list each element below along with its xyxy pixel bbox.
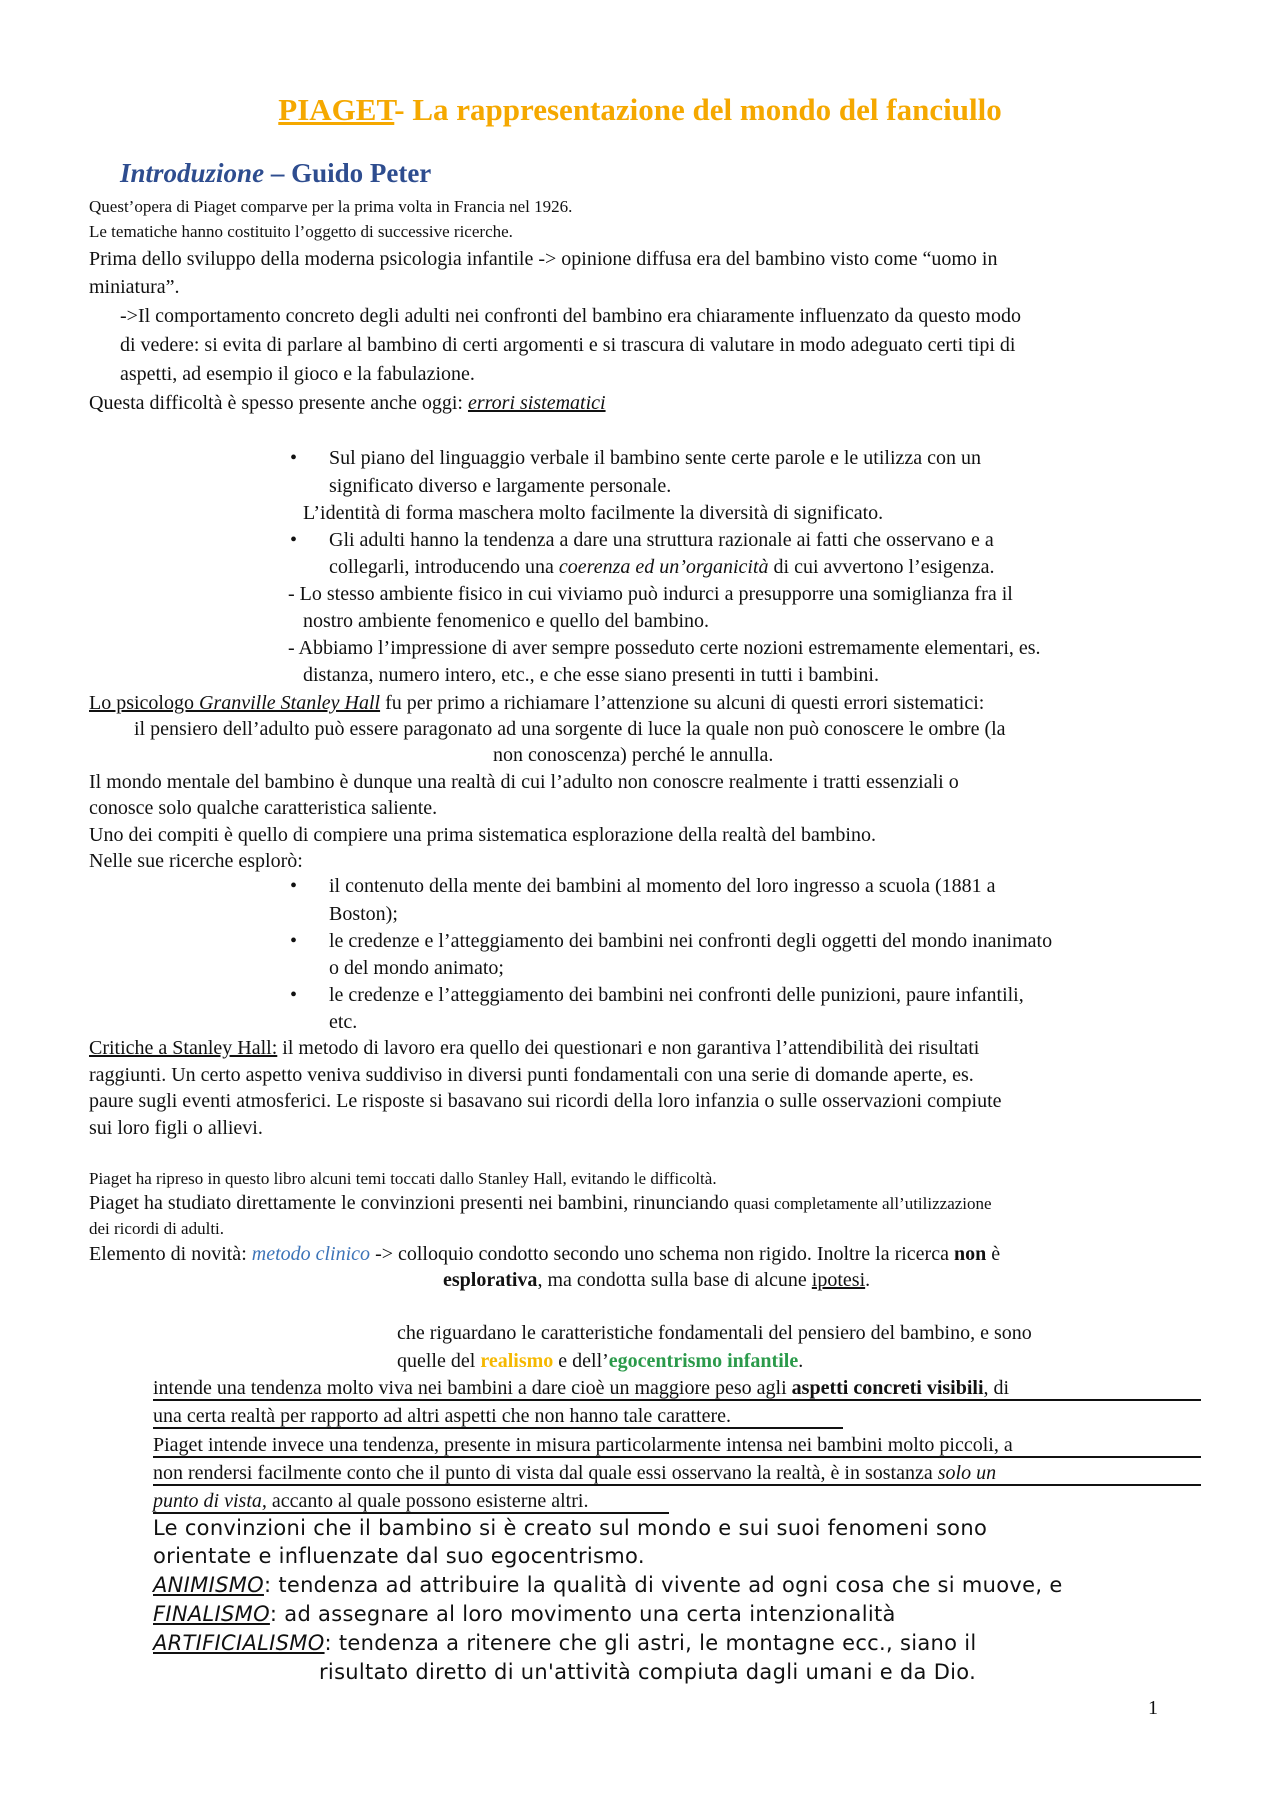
bullet-icon: • xyxy=(290,875,298,897)
text-line: etc. xyxy=(329,1011,358,1033)
text-line: orientate e influenzate dal suo egocentrismo. xyxy=(153,1544,645,1568)
text-line: aspetti, ad esempio il gioco e la fabulazione. xyxy=(120,363,475,385)
title-piaget: PIAGET xyxy=(278,92,395,127)
text-line: Le convinzioni che il bambino si è creato sul mondo e sui suoi fenomeni sono xyxy=(153,1516,988,1540)
text-span: quasi completamente all’utilizzazione xyxy=(733,1194,992,1213)
text-line: le credenze e l’atteggiamento dei bambini nei confronti degli oggetti del mondo inanimato xyxy=(329,930,1053,952)
underlined-term: ANIMISMO xyxy=(153,1573,264,1597)
text-line: Piaget intende invece una tendenza, presente in misura particolarmente intensa nei bambini molto piccoli, a xyxy=(153,1434,1013,1456)
text-line: nostro ambiente fenomenico e quello del bambino. xyxy=(303,610,709,632)
highlighted-term: metodo clinico xyxy=(251,1243,371,1265)
text-line: risultato diretto di un'attività compiuta dagli umani e da Dio. xyxy=(319,1660,977,1684)
underlined-term: Critiche a Stanley Hall: xyxy=(89,1037,278,1059)
text-span: : tendenza ad attribuire la qualità di vivente ad ogni cosa che si muove, e xyxy=(263,1573,1063,1597)
text-span: accanto al quale possono esisterne altri. xyxy=(266,1490,589,1512)
text-line: sui loro figli o allievi. xyxy=(89,1117,263,1139)
underline-rule xyxy=(153,1456,1201,1458)
highlighted-term: realismo xyxy=(480,1350,554,1372)
text-line: le credenze e l’atteggiamento dei bambini nei confronti delle punizioni, paure infantili, xyxy=(329,984,1024,1006)
text-line: Piaget ha ripreso in questo libro alcuni temi toccati dallo Stanley Hall, evitando le difficoltà. xyxy=(89,1169,717,1188)
text-line: non conoscenza) perché le annulla. xyxy=(493,744,774,766)
text-span: è xyxy=(986,1243,1001,1265)
text-line: Boston); xyxy=(329,903,398,925)
text-line: significato diverso e largamente personale. xyxy=(329,475,672,497)
text-line: conosce solo qualche caratteristica saliente. xyxy=(89,797,438,819)
text-span: . xyxy=(798,1350,804,1372)
text-line xyxy=(89,1035,979,1061)
underlined-term: errori sistematici xyxy=(467,392,606,414)
text-span: Piaget ha studiato direttamente le convinzioni presenti nei bambini, rinunciando xyxy=(89,1192,734,1214)
text-span: collegarli, introducendo una xyxy=(329,556,559,578)
text-line: paure sugli eventi atmosferici. Le risposte si basavano sui ricordi della loro infanzia o sulle osservazioni compiute xyxy=(89,1090,1002,1112)
italic-term: punto di vista, xyxy=(153,1490,267,1512)
underline-rule xyxy=(153,1399,1201,1401)
text-line: raggiunti. Un certo aspetto veniva suddiviso in diversi punti fondamentali con una serie di domande aperte, es. xyxy=(89,1064,974,1086)
text-line: L’identità di forma maschera molto facilmente la diversità di significato. xyxy=(303,502,884,524)
text-line xyxy=(443,1267,870,1293)
text-line xyxy=(397,1348,803,1374)
text-line: Quest’opera di Piaget comparve per la prima volta in Francia nel 1926. xyxy=(89,197,573,216)
highlighted-term: egocentrismo infantile xyxy=(608,1350,799,1372)
subtitle-rest: – Guido Peter xyxy=(264,158,432,188)
page-number: 1 xyxy=(1148,1697,1158,1719)
section-heading xyxy=(120,158,431,189)
text-line: Prima dello sviluppo della moderna psicologia infantile -> opinione diffusa era del bambino visto come “uomo in xyxy=(89,248,998,270)
text-span: fu per primo a richiamare l’attenzione su alcuni di questi errori sistematici: xyxy=(380,692,985,714)
text-line xyxy=(89,390,606,416)
text-line xyxy=(89,1241,1000,1267)
text-span: non rendersi facilmente conto che il punto di vista dal quale essi osservano la realtà, è in sostanza xyxy=(153,1462,938,1484)
text-line xyxy=(89,1190,992,1217)
text-line xyxy=(89,690,984,716)
underlined-term: ipotesi xyxy=(811,1269,866,1291)
text-line xyxy=(153,1375,1009,1401)
underline-rule xyxy=(153,1427,843,1429)
text-line xyxy=(153,1601,896,1627)
text-span: -> colloquio condotto secondo uno schema non rigido. Inoltre la ricerca xyxy=(370,1243,954,1265)
text-span: di cui avvertono l’esigenza. xyxy=(768,556,995,578)
underlined-term: FINALISMO xyxy=(153,1602,270,1626)
bold-term: esplorativa xyxy=(443,1269,538,1291)
text-span: il metodo di lavoro era quello dei questionari e non garantiva l’attendibilità dei risultati xyxy=(277,1037,980,1059)
italic-term: solo un xyxy=(937,1462,997,1484)
text-line: Uno dei compiti è quello di compiere una prima sistematica esplorazione della realtà del bambino. xyxy=(89,824,876,846)
text-span: : tendenza a ritenere che gli astri, le montagne ecc., siano il xyxy=(324,1631,977,1655)
text-line: o del mondo animato; xyxy=(329,957,504,979)
text-line: - Lo stesso ambiente fisico in cui viviamo può indurci a presupporre una somiglianza fra il xyxy=(288,583,1013,605)
underlined-term: Lo psicologo xyxy=(89,692,199,714)
text-line: dei ricordi di adulti. xyxy=(89,1219,225,1238)
text-line: ->Il comportamento concreto degli adulti nei confronti del bambino era chiaramente influenzato da questo modo xyxy=(120,305,1021,327)
text-line: una certa realtà per rapporto ad altri aspetti che non hanno tale carattere. xyxy=(153,1405,732,1427)
underlined-term: ARTIFICIALISMO xyxy=(153,1631,325,1655)
text-line: miniatura”. xyxy=(89,276,180,298)
text-line: Gli adulti hanno la tendenza a dare una struttura razionale ai fatti che osservano e a xyxy=(329,529,994,551)
text-line: Le tematiche hanno costituito l’oggetto di successive ricerche. xyxy=(89,222,513,241)
text-line xyxy=(153,1630,977,1656)
text-span: intende una tendenza molto viva nei bambini a dare cioè un maggiore peso agli xyxy=(153,1377,792,1399)
underline-rule xyxy=(153,1484,1201,1486)
title-rest: - La rappresentazione del mondo del fanciullo xyxy=(394,92,1002,127)
italic-term: coerenza ed un’organicità xyxy=(558,556,769,578)
text-span: Questa difficoltà è spesso presente anche oggi: xyxy=(89,392,468,414)
bold-term: aspetti concreti visibili xyxy=(791,1377,984,1399)
text-line xyxy=(153,1572,1063,1598)
text-span: , ma condotta sulla base di alcune xyxy=(537,1269,812,1291)
text-line: Il mondo mentale del bambino è dunque una realtà di cui l’adulto non conoscre realmente i tratti essenziali o xyxy=(89,771,959,793)
bold-term: non xyxy=(953,1243,987,1265)
text-span: . xyxy=(865,1269,871,1291)
text-line: di vedere: si evita di parlare al bambino di certi argomenti e si trascura di valutare in modo adeguato certi tipi di xyxy=(120,334,1016,356)
bullet-icon: • xyxy=(290,447,298,469)
text-line: che riguardano le caratteristiche fondamentali del pensiero del bambino, e sono xyxy=(397,1322,1032,1344)
bullet-icon: • xyxy=(290,984,298,1006)
text-span: : ad assegnare al loro movimento una certa intenzionalità xyxy=(269,1602,896,1626)
page-title xyxy=(0,92,1280,128)
text-line: il pensiero dell’adulto può essere paragonato ad una sorgente di luce la quale non può conoscere le ombre (la xyxy=(134,718,1006,740)
text-span: Elemento di novità: xyxy=(89,1243,252,1265)
bullet-icon: • xyxy=(290,930,298,952)
subtitle-intro: Introduzione xyxy=(120,158,265,188)
bullet-icon: • xyxy=(290,529,298,551)
text-span: e dell’ xyxy=(553,1350,609,1372)
text-line: - Abbiamo l’impressione di aver sempre posseduto certe nozioni estremamente elementari, es. xyxy=(288,637,1041,659)
underline-rule xyxy=(153,1512,669,1514)
text-span: , di xyxy=(983,1377,1010,1399)
text-line: distanza, numero intero, etc., e che esse siano presenti in tutti i bambini. xyxy=(303,664,879,686)
text-line xyxy=(153,1488,588,1514)
text-line: Sul piano del linguaggio verbale il bambino sente certe parole e le utilizza con un xyxy=(329,447,982,469)
text-line: Nelle sue ricerche esplorò: xyxy=(89,850,303,872)
underlined-term: Granville Stanley Hall xyxy=(199,692,381,714)
text-line xyxy=(153,1460,996,1486)
text-span: quelle del xyxy=(397,1350,481,1372)
text-line: il contenuto della mente dei bambini al momento del loro ingresso a scuola (1881 a xyxy=(329,875,996,897)
text-line xyxy=(329,554,995,580)
